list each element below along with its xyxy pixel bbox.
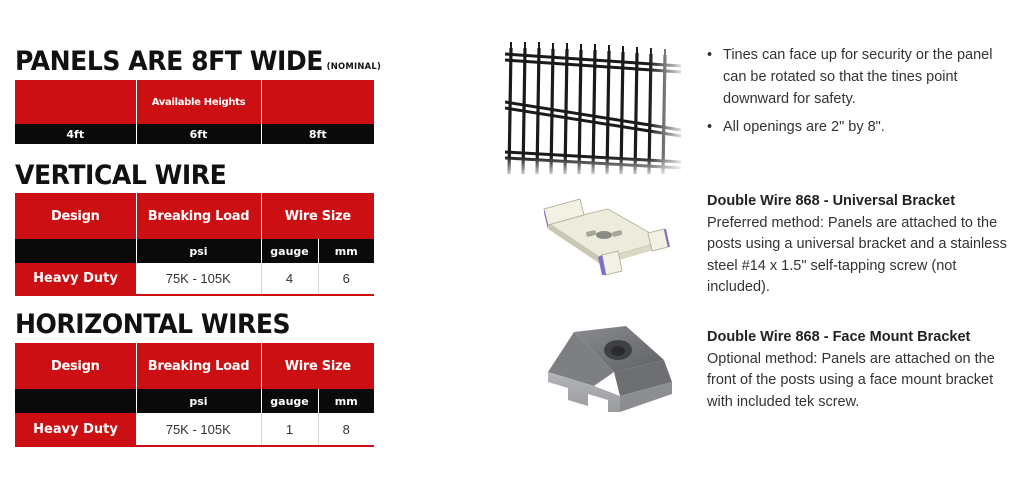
height-6ft: 6ft [136,124,261,144]
vertical-table [15,193,374,296]
vertical-mm-unit: mm [318,239,374,263]
vertical-breaking-load-header: Breaking Load [136,193,261,239]
face-mount-bracket-info [707,327,1007,413]
horizontal-mm-unit: mm [318,389,374,413]
horizontal-mm-value: 8 [342,421,350,437]
vertical-psi-unit: psi [136,239,261,263]
horizontal-units-blank [15,389,136,413]
horizontal-breaking-load-value: 75K - 105K [136,413,261,446]
horizontal-gauge-unit: gauge [261,389,318,413]
feature-bullet-list [707,44,997,144]
vertical-mm-value: 6 [342,271,350,286]
horizontal-breaking-load-header: Breaking Load [136,343,261,389]
horizontal-heavy-duty-label: Heavy Duty [15,413,136,446]
panels-table [15,80,374,144]
horizontal-wire-size-header: Wire Size [261,343,374,389]
bullet-openings: • All openings are 2" by 8". [707,116,997,138]
horizontal-design-header: Design [15,343,136,389]
vertical-design-header: Design [15,193,136,239]
universal-bracket-text: Preferred method: Panels are attached to the posts using a universal bracket and a stainless steel #14 x 1.5" self-tapping screw (not included). [707,214,1007,295]
horizontal-heading: HORIZONTAL WIRES [15,309,291,340]
vertical-gauge-unit: gauge [261,239,318,263]
vertical-heavy-duty-label: Heavy Duty [15,263,136,295]
face-mount-bracket-image [544,320,676,414]
height-4ft: 4ft [15,124,136,144]
panels-heading-note: (NOMINAL) [326,62,382,72]
vertical-units-blank [15,239,136,263]
vertical-breaking-load-value: 75K - 105K [136,263,261,295]
horizontal-psi-unit: psi [136,389,261,413]
face-mount-bracket-text: Optional method: Panels are attached on the front of the posts using a face mount bracket with included tek screw. [707,350,995,410]
vertical-wire-size-header: Wire Size [261,193,374,239]
horizontal-gauge-value: 1 [261,413,318,446]
vertical-gauge-value: 4 [261,263,318,295]
panels-blank-cell [15,80,136,124]
vertical-heading: VERTICAL WIRE [15,160,227,191]
bullet-tines: • Tines can face up for security or the panel can be rotated so that the tines point downward for safety. [707,44,997,110]
universal-bracket-title: Double Wire 868 - Universal Bracket [707,193,956,209]
panels-heading-text: PANELS ARE 8FT WIDE [15,46,323,77]
universal-bracket-image [536,193,674,279]
available-heights-label: Available Heights [136,80,261,124]
horizontal-table [15,343,374,447]
face-mount-bracket-title: Double Wire 868 - Face Mount Bracket [707,329,971,345]
universal-bracket-info [707,191,1007,299]
height-8ft: 8ft [261,124,374,144]
panels-blank-cell-2 [261,80,374,124]
panels-heading [15,46,381,77]
wire-panel-image [505,42,681,177]
